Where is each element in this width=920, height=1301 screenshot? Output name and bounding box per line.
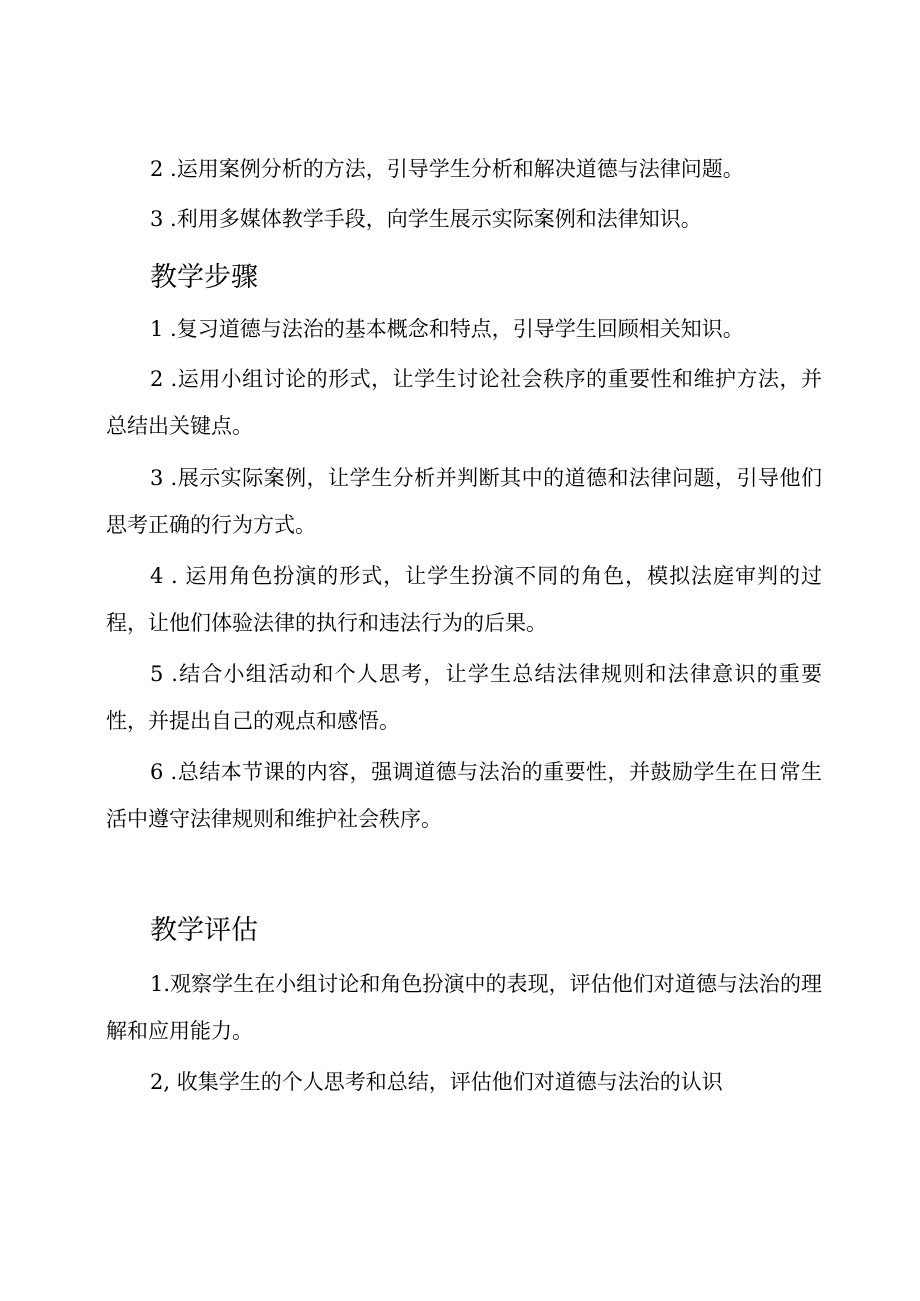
evaluation-item-2: 2, 收集学生的个人思考和总结，评估他们对道德与法治的认识	[150, 1070, 723, 1094]
intro-item-2: 2 .运用案例分析的方法，引导学生分析和解决道德与法律问题。	[150, 157, 744, 181]
evaluation-heading: 教学评估	[150, 915, 258, 946]
step-6: 6 .总结本节课的内容，强调道德与法治的重要性，并鼓励学生在日常生活中遵守法律规则和维护社会秩序。	[106, 760, 822, 831]
step-2: 2 .运用小组讨论的形式，让学生讨论社会秩序的重要性和维护方法，并总结出关键点。	[106, 367, 822, 438]
evaluation-item-1: 1.观察学生在小组讨论和角色扮演中的表现，评估他们对道德与法治的理解和应用能力。	[106, 972, 822, 1043]
step-4: 4 . 运用角色扮演的形式，让学生扮演不同的角色，模拟法庭审判的过程，让他们体验法律的执行和违法行为的后果。	[106, 564, 822, 635]
step-1: 1 .复习道德与法治的基本概念和特点，引导学生回顾相关知识。	[150, 317, 744, 341]
step-5: 5 .结合小组活动和个人思考，让学生总结法律规则和法律意识的重要性，并提出自己的观点和感悟。	[106, 662, 822, 733]
intro-item-3: 3 .利用多媒体教学手段，向学生展示实际案例和法律知识。	[150, 207, 702, 231]
step-3: 3 .展示实际案例，让学生分析并判断其中的道德和法律问题，引导他们思考正确的行为方式。	[106, 466, 822, 537]
steps-heading: 教学步骤	[150, 262, 258, 293]
